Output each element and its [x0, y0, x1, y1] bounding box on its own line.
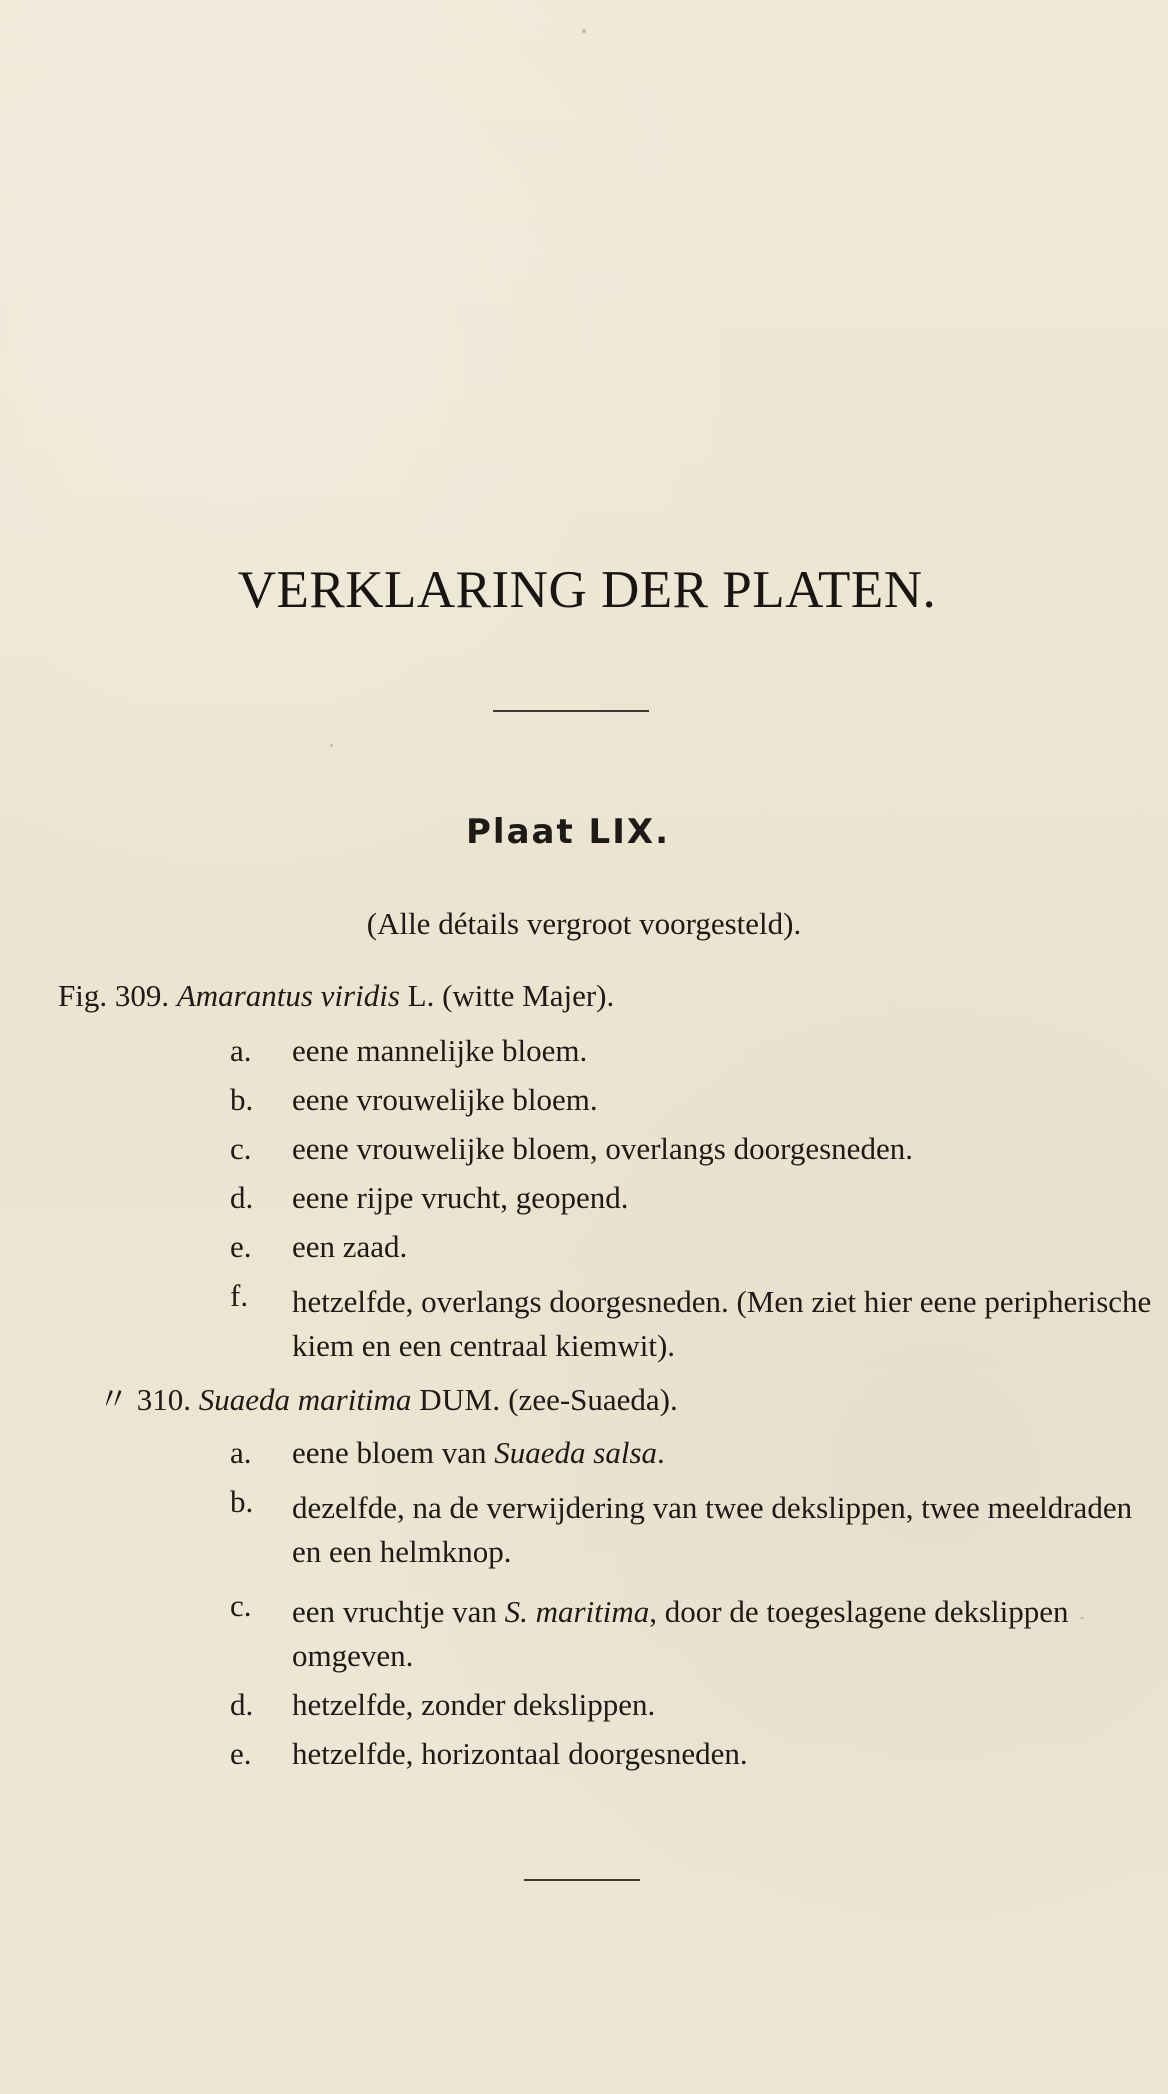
item-text — [292, 1590, 1152, 1678]
item-text: eene vrouwelijke bloem, overlangs doorgesneden. — [292, 1131, 913, 1166]
item-text: een zaad. — [292, 1229, 408, 1264]
item-text-prefix: een vruchtje van — [292, 1594, 505, 1629]
item-text: dezelfde, na de verwijdering van twee dekslippen, twee meeldraden en een helmknop. — [292, 1490, 1133, 1570]
figure-number: Fig. 309. — [58, 978, 170, 1013]
item-text: hetzelfde, horizontaal doorgesneden. — [292, 1736, 748, 1771]
species-reference: Suaeda salsa — [494, 1435, 658, 1470]
figure-309-heading — [58, 980, 614, 1013]
page-title: VERKLARING DER PLATEN. — [237, 561, 937, 619]
item-text: hetzelfde, zonder dekslippen. — [292, 1687, 656, 1722]
paper-speck — [1080, 1617, 1084, 1619]
paper-speck — [330, 744, 333, 747]
common-name: (zee-Suaeda). — [508, 1382, 678, 1417]
item-letter: b. — [230, 1082, 254, 1117]
species-name: Amarantus viridis — [176, 978, 400, 1013]
item-text: hetzelfde, overlangs doorgesneden. (Men ziet hier eene peripherische kiem en een centraal kiemwit). — [292, 1284, 1152, 1364]
figure-310-heading — [98, 1384, 678, 1417]
plate-subtitle: (Alle détails vergroot voorgesteld). — [366, 906, 802, 941]
item-text-suffix: , door de toegeslagene dekslippen omgeven. — [292, 1594, 1069, 1674]
item-letter: c. — [230, 1131, 252, 1166]
species-author: DUM. — [419, 1382, 501, 1417]
item-text-suffix: . — [657, 1435, 665, 1470]
item-text: eene rijpe vrucht, geopend. — [292, 1180, 629, 1215]
item-letter: a. — [230, 1033, 252, 1068]
plate-heading: Plaat LIX. — [466, 812, 670, 852]
paper-speck — [240, 1697, 243, 1700]
species-author: L. — [407, 978, 435, 1013]
item-letter: e. — [230, 1736, 252, 1771]
species-name: Suaeda maritima — [198, 1382, 412, 1417]
common-name: (witte Majer). — [442, 978, 615, 1013]
item-letter: d. — [230, 1687, 254, 1722]
figure-number: 〃 310. — [98, 1382, 191, 1417]
title-separator — [493, 710, 649, 712]
item-text: eene mannelijke bloem. — [292, 1033, 588, 1068]
item-letter: c. — [230, 1588, 252, 1623]
item-letter: b. — [230, 1484, 254, 1519]
item-text: eene vrouwelijke bloem. — [292, 1082, 598, 1117]
item-letter: a. — [230, 1435, 252, 1470]
item-letter: e. — [230, 1229, 252, 1264]
species-reference: S. maritima — [504, 1594, 650, 1629]
item-text-prefix: eene bloem van — [292, 1435, 495, 1470]
item-text — [292, 1437, 665, 1468]
closing-separator — [524, 1879, 640, 1881]
paper-speck — [582, 29, 586, 33]
item-letter: d. — [230, 1180, 254, 1215]
item-letter: f. — [230, 1278, 249, 1313]
